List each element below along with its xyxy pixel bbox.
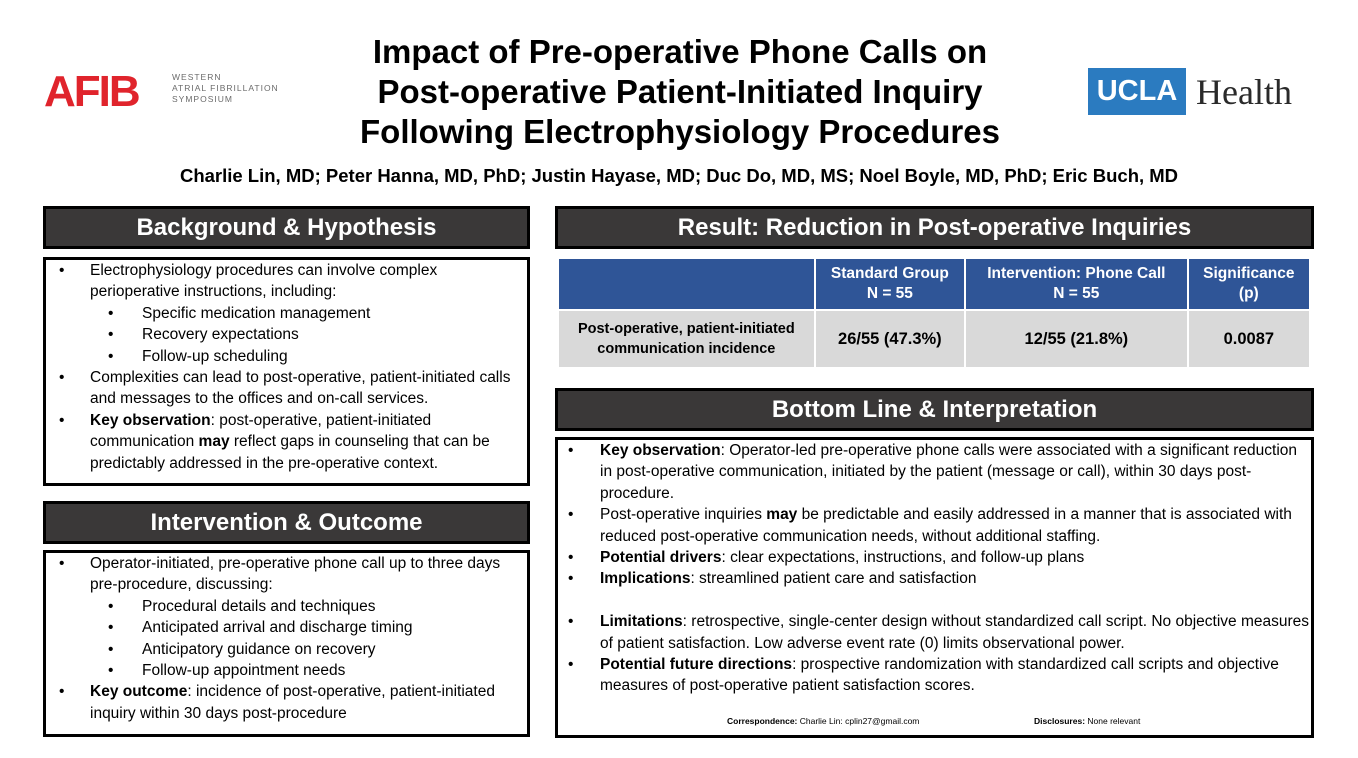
spacer [558, 590, 1311, 611]
list-item [558, 547, 1311, 568]
table-column-header [966, 259, 1187, 309]
footer-label: Correspondence: [727, 716, 798, 726]
column-header-line: N = 55 [1053, 285, 1100, 302]
column-header-line: Intervention: Phone Call [987, 265, 1166, 282]
bullet-text: Post-operative inquiries [600, 506, 767, 524]
row-label-line: communication incidence [597, 341, 776, 357]
table-corner-cell [559, 259, 814, 309]
list-item: • Anticipated arrival and discharge timing [46, 617, 527, 638]
column-header-line: Standard Group [830, 265, 949, 282]
ucla-logo-word: Health [1196, 72, 1292, 112]
table-column-header [816, 259, 964, 309]
list-item [558, 568, 1311, 589]
footer-label: Disclosures: [1034, 716, 1086, 726]
bullet-label: Potential future directions [600, 656, 793, 674]
title-line: Post-operative Patient-Initiated Inquiry [377, 73, 983, 110]
bullet-label: Implications [600, 570, 691, 588]
list-item [46, 260, 527, 303]
bullet-emphasis: may [198, 433, 230, 451]
bullet-text: : incidence of post-operative, patient-initiated inquiry within 30 days post-procedure [90, 683, 495, 722]
bottom-line-panel [555, 437, 1314, 738]
afib-logo-line: ATRIAL FIBRILLATION [172, 83, 279, 93]
list-item [46, 681, 527, 724]
bullet-label: Potential drivers [600, 549, 722, 567]
bullet-text: : prospective randomization with standardized call scripts and objective measures of post-operative patient satisfaction scores. [600, 656, 1279, 695]
intervention-heading: Intervention & Outcome [43, 501, 530, 544]
afib-logo-text [172, 72, 279, 105]
bullet-label: Key outcome [90, 683, 188, 701]
correspondence-note [727, 716, 919, 726]
bottom-line-heading: Bottom Line & Interpretation [555, 388, 1314, 431]
bullet-text: : Operator-led pre-operative phone calls were associated with a significant reduction in post-operative communication, initiated by the patient (message or call), within 30 days post-procedure. [600, 442, 1298, 502]
title-line: Impact of Pre-operative Phone Calls on [372, 33, 988, 70]
background-list [46, 367, 527, 474]
ucla-logo-box: UCLA [1088, 68, 1186, 115]
background-panel [43, 257, 530, 486]
bullet-text: : streamlined patient care and satisfaction [690, 570, 977, 588]
list-item [558, 611, 1311, 654]
intervention-panel [43, 550, 530, 737]
list-item: • Anticipatory guidance on recovery [46, 639, 527, 660]
bullet-emphasis: may [766, 506, 798, 524]
column-header-line: (p) [1238, 285, 1259, 302]
afib-logo [44, 67, 284, 116]
table-row-label [559, 311, 814, 367]
bullet-text: reflect gaps in counseling that can be predictably addressed in the pre-operative context. [90, 433, 490, 472]
bottom-line-list [558, 611, 1311, 697]
list-item: • Follow-up appointment needs [46, 660, 527, 681]
column-header-line: N = 55 [866, 285, 913, 302]
disclosures-note [1034, 716, 1140, 726]
afib-logo-line: WESTERN [172, 72, 222, 82]
list-item: • Recovery expectations [46, 324, 527, 345]
bullet-label: Key observation [90, 411, 211, 429]
list-item: • Procedural details and techniques [46, 596, 527, 617]
row-label-line: Post-operative, patient-initiated [577, 321, 795, 337]
footer-text: None relevant [1085, 716, 1141, 726]
list-item [558, 440, 1311, 504]
list-item: • Follow-up scheduling [46, 346, 527, 367]
list-item [46, 367, 527, 410]
list-item [46, 410, 527, 474]
table-header-row [559, 259, 1309, 309]
background-sublist [46, 303, 527, 367]
result-heading: Result: Reduction in Post-operative Inquiries [555, 206, 1314, 249]
bullet-text: Electrophysiology procedures can involve complex perioperative instructions, including: [90, 262, 438, 301]
author-list: Charlie Lin, MD; Peter Hanna, MD, PhD; Justin Hayase, MD; Duc Do, MD, MS; Noel Boyle, MD, PhD; Eric Buch, MD [179, 165, 1179, 186]
ucla-health-logo [1088, 68, 1318, 116]
bullet-text: be predictable and easily addressed in a manner that is associated with reduced post-operative communication needs, without additional staffing. [600, 506, 1292, 545]
table-row [559, 311, 1309, 367]
column-header-line: Significance [1203, 265, 1295, 282]
intervention-list [46, 681, 527, 724]
bullet-label: Key observation [600, 442, 721, 459]
bullet-text: : clear expectations, instructions, and follow-up plans [721, 549, 1085, 567]
intervention-list [46, 553, 527, 596]
bullet-text: Operator-initiated, pre-operative phone call up to three days pre-procedure, discussing: [90, 555, 501, 594]
afib-logo-line: SYMPOSIUM [172, 94, 233, 104]
background-heading: Background & Hypothesis [43, 206, 530, 249]
background-list [46, 260, 527, 303]
list-item [558, 654, 1311, 697]
bullet-text: : retrospective, single-center design without standardized call script. No objective measures of patient satisfaction. Low adverse event rate (0) limits observational power. [600, 613, 1309, 652]
table-column-header [1189, 259, 1309, 309]
intervention-sublist [46, 596, 527, 682]
list-item [46, 553, 527, 596]
bottom-line-list [558, 440, 1311, 590]
list-item: • Specific medication management [46, 303, 527, 324]
list-item [558, 504, 1311, 547]
footer-text: Charlie Lin: cplin27@gmail.com [797, 716, 920, 726]
bullet-text: Complexities can lead to post-operative, patient-initiated calls and messages to the offices and on-call services. [90, 369, 511, 408]
bullet-text: : post-operative, patient-initiated communication [90, 411, 432, 451]
title-line: Following Electrophysiology Procedures [360, 113, 1000, 150]
bullet-label: Limitations [600, 613, 683, 631]
table-cell: 12/55 (21.8%) [966, 311, 1187, 367]
afib-logo-mark: AFIB [44, 67, 139, 116]
result-table [557, 257, 1311, 369]
table-cell: 0.0087 [1189, 311, 1309, 367]
table-cell: 26/55 (47.3%) [816, 311, 964, 367]
poster-title [280, 32, 1080, 152]
